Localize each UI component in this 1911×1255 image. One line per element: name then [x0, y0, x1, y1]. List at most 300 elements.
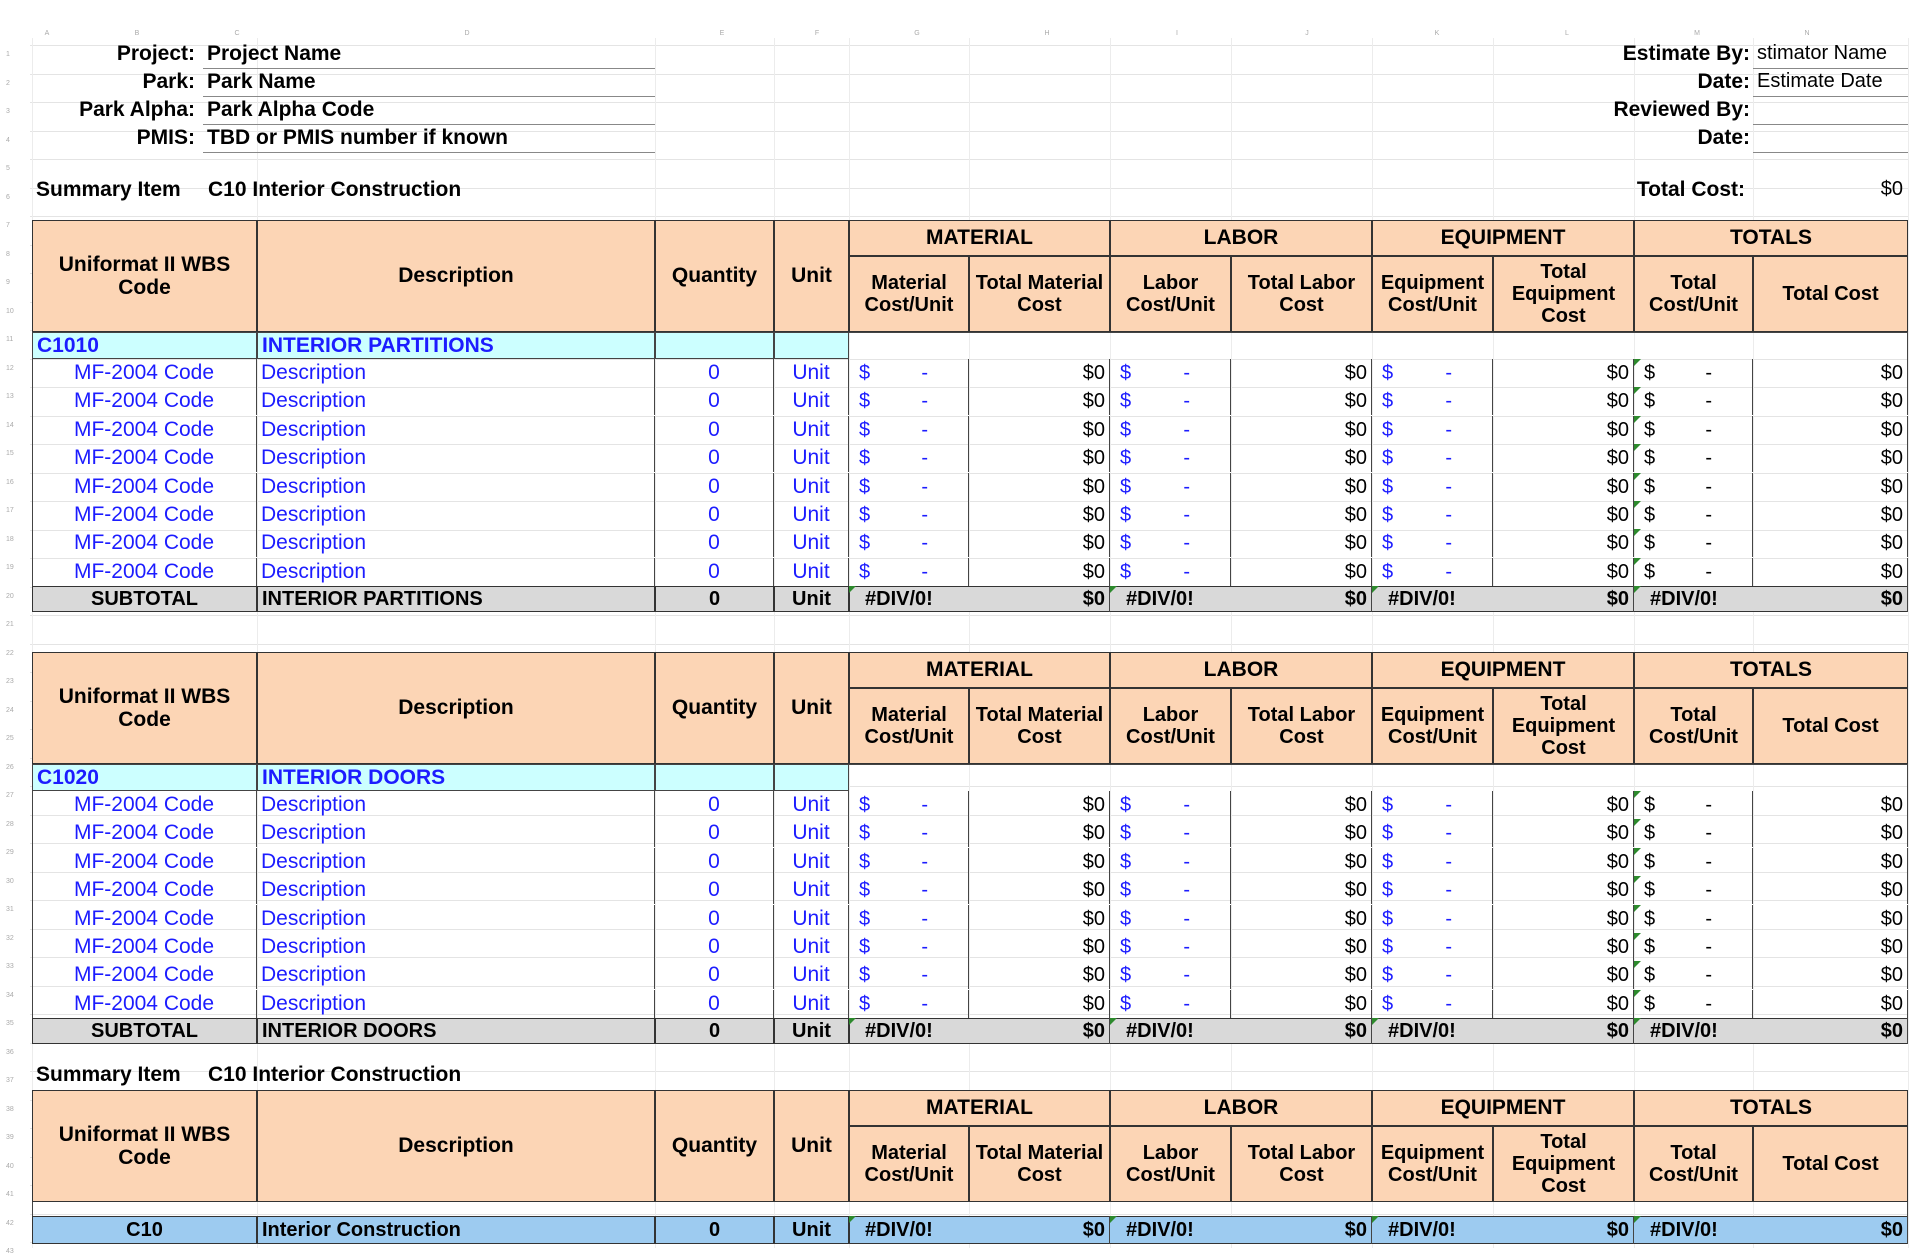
dollar-sign: $	[1644, 503, 1656, 526]
error-indicator-icon	[1110, 1018, 1117, 1025]
item-description[interactable]: Description	[257, 791, 655, 819]
dash-value: -	[921, 963, 928, 986]
dash-value: -	[1183, 531, 1190, 554]
dash-value: -	[921, 361, 928, 384]
estimate-info-value[interactable]	[1753, 98, 1908, 125]
row-number: 16	[6, 479, 14, 486]
item-mcu[interactable]	[849, 905, 969, 933]
item-tcu[interactable]	[1634, 876, 1753, 904]
error-indicator-icon	[1634, 359, 1641, 366]
item-quantity[interactable]: 0	[655, 501, 774, 529]
item-wbs-code[interactable]: MF-2004 Code	[32, 876, 257, 904]
dollar-sign: $	[1382, 418, 1394, 441]
item-quantity[interactable]: 0	[655, 473, 774, 501]
item-unit[interactable]: Unit	[774, 416, 849, 444]
row-number: 35	[6, 1020, 14, 1027]
item-lcu[interactable]	[1110, 444, 1231, 472]
item-lcu[interactable]	[1110, 558, 1231, 586]
header-lcu: Labor Cost/Unit	[1110, 256, 1231, 332]
subtotal-tec: $0	[1493, 586, 1634, 612]
item-tec: $0	[1493, 848, 1634, 876]
dollar-sign: $	[1120, 560, 1132, 583]
item-quantity[interactable]: 0	[655, 416, 774, 444]
estimate-info-label: Reviewed By:	[1613, 98, 1750, 121]
item-tc: $0	[1753, 529, 1908, 557]
item-quantity[interactable]: 0	[655, 558, 774, 586]
item-mcu[interactable]	[849, 791, 969, 819]
item-description[interactable]: Description	[257, 990, 655, 1018]
item-lcu[interactable]	[1110, 848, 1231, 876]
item-tlc: $0	[1231, 416, 1372, 444]
item-quantity[interactable]: 0	[655, 961, 774, 989]
item-description[interactable]: Description	[257, 416, 655, 444]
section-blank	[655, 332, 774, 359]
item-description[interactable]: Description	[257, 473, 655, 501]
item-tcu[interactable]	[1634, 473, 1753, 501]
item-wbs-code[interactable]: MF-2004 Code	[32, 933, 257, 961]
header-desc: Description	[257, 652, 655, 764]
error-indicator-icon	[849, 586, 856, 593]
dash-value: -	[921, 418, 928, 441]
item-tcu[interactable]	[1634, 416, 1753, 444]
column-letter: K	[1434, 30, 1440, 37]
item-quantity[interactable]: 0	[655, 359, 774, 387]
subtotal-tmc: $0	[969, 1018, 1110, 1044]
item-description[interactable]: Description	[257, 558, 655, 586]
item-description[interactable]: Description	[257, 905, 655, 933]
dash-value: -	[1705, 446, 1712, 469]
column-letter: E	[719, 30, 725, 37]
item-lcu[interactable]	[1110, 529, 1231, 557]
item-quantity[interactable]: 0	[655, 529, 774, 557]
item-unit[interactable]: Unit	[774, 905, 849, 933]
error-indicator-icon	[1634, 473, 1641, 480]
dollar-sign: $	[1382, 503, 1394, 526]
item-mcu[interactable]	[849, 848, 969, 876]
header-group-totals: TOTALS	[1634, 1090, 1908, 1126]
item-description[interactable]: Description	[257, 819, 655, 847]
column-letter: A	[44, 30, 50, 37]
dollar-sign: $	[1120, 963, 1132, 986]
header-tc: Total Cost	[1753, 688, 1908, 764]
dash-value: -	[1705, 503, 1712, 526]
column-letter: J	[1305, 30, 1309, 37]
subtotal-quantity: 0	[655, 586, 774, 612]
dollar-sign: $	[859, 793, 871, 816]
project-info-label: Park Alpha:	[79, 98, 195, 121]
item-unit[interactable]: Unit	[774, 501, 849, 529]
item-description[interactable]: Description	[257, 961, 655, 989]
header-tlc: Total Labor Cost	[1231, 1126, 1372, 1202]
dash-value: -	[1445, 963, 1452, 986]
item-ecu[interactable]	[1372, 558, 1493, 586]
subtotal-tlc: $0	[1231, 1018, 1372, 1044]
item-mcu[interactable]	[849, 359, 969, 387]
header-mcu: Material Cost/Unit	[849, 256, 969, 332]
estimate-info-label: Date:	[1697, 126, 1750, 149]
item-tcu[interactable]	[1634, 558, 1753, 586]
dollar-sign: $	[1382, 878, 1394, 901]
item-tlc: $0	[1231, 791, 1372, 819]
item-description[interactable]: Description	[257, 501, 655, 529]
dash-value: -	[1705, 850, 1712, 873]
item-wbs-code[interactable]: MF-2004 Code	[32, 990, 257, 1018]
item-ecu[interactable]	[1372, 933, 1493, 961]
error-indicator-icon	[1634, 1216, 1641, 1223]
dash-value: -	[1445, 361, 1452, 384]
dash-value: -	[921, 503, 928, 526]
item-wbs-code[interactable]: MF-2004 Code	[32, 473, 257, 501]
header-tcu: Total Cost/Unit	[1634, 1126, 1753, 1202]
header-group-material: MATERIAL	[849, 220, 1110, 256]
row-number: 42	[6, 1220, 14, 1227]
item-unit[interactable]: Unit	[774, 387, 849, 415]
error-indicator-icon	[1634, 876, 1641, 883]
row-number: 25	[6, 735, 14, 742]
item-ecu[interactable]	[1372, 791, 1493, 819]
error-indicator-icon	[1634, 791, 1641, 798]
item-tcu[interactable]	[1634, 961, 1753, 989]
item-mcu[interactable]	[849, 416, 969, 444]
item-mcu[interactable]	[849, 444, 969, 472]
item-wbs-code[interactable]: MF-2004 Code	[32, 529, 257, 557]
item-tmc: $0	[969, 961, 1110, 989]
item-description[interactable]: Description	[257, 933, 655, 961]
item-wbs-code[interactable]: MF-2004 Code	[32, 558, 257, 586]
item-quantity[interactable]: 0	[655, 990, 774, 1018]
item-ecu[interactable]	[1372, 416, 1493, 444]
item-lcu[interactable]	[1110, 876, 1231, 904]
item-tcu[interactable]	[1634, 529, 1753, 557]
item-wbs-code[interactable]: MF-2004 Code	[32, 416, 257, 444]
item-unit[interactable]: Unit	[774, 961, 849, 989]
subtotal-tc: $0	[1753, 1018, 1908, 1044]
dollar-sign: $	[1644, 361, 1656, 384]
item-ecu[interactable]	[1372, 359, 1493, 387]
item-tec: $0	[1493, 558, 1634, 586]
dash-value: -	[921, 446, 928, 469]
column-letter: I	[1176, 30, 1178, 37]
item-lcu[interactable]	[1110, 501, 1231, 529]
item-quantity[interactable]: 0	[655, 905, 774, 933]
item-unit[interactable]: Unit	[774, 819, 849, 847]
item-ecu[interactable]	[1372, 444, 1493, 472]
header-qty: Quantity	[655, 220, 774, 332]
item-wbs-code[interactable]: MF-2004 Code	[32, 444, 257, 472]
item-mcu[interactable]	[849, 501, 969, 529]
dash-value: -	[921, 821, 928, 844]
dollar-sign: $	[1382, 793, 1394, 816]
dollar-sign: $	[1120, 446, 1132, 469]
column-letter: F	[814, 30, 820, 37]
summary-tmc: $0	[969, 1216, 1110, 1244]
header-unit: Unit	[774, 220, 849, 332]
subtotal-title: INTERIOR DOORS	[257, 1018, 655, 1044]
summary-description: Interior Construction	[257, 1216, 655, 1244]
header-unit: Unit	[774, 1090, 849, 1202]
item-description[interactable]: Description	[257, 444, 655, 472]
item-tmc: $0	[969, 819, 1110, 847]
item-mcu[interactable]	[849, 990, 969, 1018]
section-border	[849, 764, 1908, 791]
item-tc: $0	[1753, 961, 1908, 989]
item-lcu[interactable]	[1110, 961, 1231, 989]
item-tc: $0	[1753, 990, 1908, 1018]
item-tcu[interactable]	[1634, 905, 1753, 933]
dash-value: -	[1183, 878, 1190, 901]
item-unit[interactable]: Unit	[774, 876, 849, 904]
item-ecu[interactable]	[1372, 961, 1493, 989]
item-ecu[interactable]	[1372, 819, 1493, 847]
row-number: 30	[6, 878, 14, 885]
item-unit[interactable]: Unit	[774, 791, 849, 819]
dash-value: -	[1445, 531, 1452, 554]
item-quantity[interactable]: 0	[655, 876, 774, 904]
project-info-value[interactable]: Project Name	[203, 42, 655, 69]
item-tmc: $0	[969, 791, 1110, 819]
item-quantity[interactable]: 0	[655, 791, 774, 819]
item-tcu[interactable]	[1634, 387, 1753, 415]
item-ecu[interactable]	[1372, 905, 1493, 933]
dash-value: -	[1445, 992, 1452, 1015]
item-quantity[interactable]: 0	[655, 819, 774, 847]
subtotal-ecu: #DIV/0!	[1388, 587, 1456, 610]
error-indicator-icon	[1110, 586, 1117, 593]
dollar-sign: $	[859, 503, 871, 526]
estimate-info-value[interactable]: stimator Name	[1753, 42, 1908, 69]
dollar-sign: $	[859, 531, 871, 554]
item-tcu[interactable]	[1634, 990, 1753, 1018]
dollar-sign: $	[1120, 389, 1132, 412]
item-quantity[interactable]: 0	[655, 848, 774, 876]
item-quantity[interactable]: 0	[655, 933, 774, 961]
item-lcu[interactable]	[1110, 990, 1231, 1018]
error-indicator-icon	[1634, 501, 1641, 508]
dash-value: -	[1705, 878, 1712, 901]
item-mcu[interactable]	[849, 558, 969, 586]
dollar-sign: $	[1120, 503, 1132, 526]
item-mcu[interactable]	[849, 529, 969, 557]
dash-value: -	[1705, 560, 1712, 583]
summary-item-name: C10 Interior Construction	[208, 178, 462, 201]
row-number: 23	[6, 678, 14, 685]
item-tmc: $0	[969, 848, 1110, 876]
item-mcu[interactable]	[849, 876, 969, 904]
project-info-value[interactable]: TBD or PMIS number if known	[203, 126, 655, 153]
item-ecu[interactable]	[1372, 529, 1493, 557]
dollar-sign: $	[859, 361, 871, 384]
item-tmc: $0	[969, 444, 1110, 472]
dash-value: -	[1705, 418, 1712, 441]
item-tcu[interactable]	[1634, 848, 1753, 876]
error-indicator-icon	[1634, 558, 1641, 565]
item-quantity[interactable]: 0	[655, 387, 774, 415]
column-letter: N	[1804, 30, 1810, 37]
item-tlc: $0	[1231, 933, 1372, 961]
item-tec: $0	[1493, 819, 1634, 847]
item-description[interactable]: Description	[257, 529, 655, 557]
dollar-sign: $	[1644, 992, 1656, 1015]
item-wbs-code[interactable]: MF-2004 Code	[32, 359, 257, 387]
header-lcu: Labor Cost/Unit	[1110, 1126, 1231, 1202]
subtotal-unit: Unit	[774, 586, 849, 612]
item-tlc: $0	[1231, 501, 1372, 529]
header-qty: Quantity	[655, 1090, 774, 1202]
item-unit[interactable]: Unit	[774, 933, 849, 961]
item-lcu[interactable]	[1110, 387, 1231, 415]
item-lcu[interactable]	[1110, 905, 1231, 933]
item-tec: $0	[1493, 416, 1634, 444]
item-mcu[interactable]	[849, 933, 969, 961]
item-wbs-code[interactable]: MF-2004 Code	[32, 848, 257, 876]
header-mcu: Material Cost/Unit	[849, 688, 969, 764]
summary-unit: Unit	[774, 1216, 849, 1244]
item-wbs-code[interactable]: MF-2004 Code	[32, 819, 257, 847]
dollar-sign: $	[859, 389, 871, 412]
header-wbs: Uniformat II WBS Code	[32, 652, 257, 764]
item-wbs-code[interactable]: MF-2004 Code	[32, 501, 257, 529]
gridline-col	[1908, 38, 1909, 1248]
estimate-info-value[interactable]: Estimate Date	[1753, 70, 1908, 97]
column-letter: G	[914, 30, 920, 37]
subtotal-mcu: #DIV/0!	[865, 587, 933, 610]
item-tc: $0	[1753, 359, 1908, 387]
item-tc: $0	[1753, 933, 1908, 961]
summary-tcu: #DIV/0!	[1650, 1218, 1718, 1241]
estimate-info-value[interactable]	[1753, 126, 1908, 153]
dollar-sign: $	[1644, 907, 1656, 930]
row-number: 38	[6, 1106, 14, 1113]
subtotal-ecu: #DIV/0!	[1388, 1019, 1456, 1042]
dollar-sign: $	[859, 821, 871, 844]
item-lcu[interactable]	[1110, 416, 1231, 444]
header-desc: Description	[257, 220, 655, 332]
header-group-labor: LABOR	[1110, 220, 1372, 256]
item-ecu[interactable]	[1372, 387, 1493, 415]
item-wbs-code[interactable]: MF-2004 Code	[32, 961, 257, 989]
item-lcu[interactable]	[1110, 791, 1231, 819]
item-unit[interactable]: Unit	[774, 558, 849, 586]
dash-value: -	[1183, 907, 1190, 930]
item-unit[interactable]: Unit	[774, 529, 849, 557]
dash-value: -	[1183, 418, 1190, 441]
dollar-sign: $	[1382, 531, 1394, 554]
item-tcu[interactable]	[1634, 444, 1753, 472]
item-mcu[interactable]	[849, 961, 969, 989]
dollar-sign: $	[1382, 992, 1394, 1015]
item-ecu[interactable]	[1372, 876, 1493, 904]
row-number: 20	[6, 593, 14, 600]
dollar-sign: $	[1120, 935, 1132, 958]
dash-value: -	[1445, 418, 1452, 441]
dollar-sign: $	[1120, 992, 1132, 1015]
item-tcu[interactable]	[1634, 819, 1753, 847]
error-indicator-icon	[1634, 905, 1641, 912]
item-lcu[interactable]	[1110, 359, 1231, 387]
summary-tec: $0	[1493, 1216, 1634, 1244]
row-number: 43	[6, 1248, 14, 1255]
row-number: 4	[6, 137, 10, 144]
dollar-sign: $	[1382, 389, 1394, 412]
item-lcu[interactable]	[1110, 819, 1231, 847]
subtotal-label: SUBTOTAL	[32, 1018, 257, 1044]
item-unit[interactable]: Unit	[774, 990, 849, 1018]
item-unit[interactable]: Unit	[774, 848, 849, 876]
error-indicator-icon	[1634, 586, 1641, 593]
header-ecu: Equipment Cost/Unit	[1372, 1126, 1493, 1202]
dash-value: -	[1445, 878, 1452, 901]
header-tcu: Total Cost/Unit	[1634, 256, 1753, 332]
dollar-sign: $	[859, 878, 871, 901]
subtotal-tlc: $0	[1231, 586, 1372, 612]
item-tcu[interactable]	[1634, 359, 1753, 387]
project-info-value[interactable]: Park Name	[203, 70, 655, 97]
item-mcu[interactable]	[849, 473, 969, 501]
dash-value: -	[1705, 531, 1712, 554]
item-tcu[interactable]	[1634, 933, 1753, 961]
item-ecu[interactable]	[1372, 990, 1493, 1018]
item-tec: $0	[1493, 359, 1634, 387]
subtotal-quantity: 0	[655, 1018, 774, 1044]
item-unit[interactable]: Unit	[774, 359, 849, 387]
item-ecu[interactable]	[1372, 473, 1493, 501]
item-lcu[interactable]	[1110, 473, 1231, 501]
column-letter: D	[464, 30, 470, 37]
item-tcu[interactable]	[1634, 501, 1753, 529]
dash-value: -	[1445, 389, 1452, 412]
dollar-sign: $	[1644, 878, 1656, 901]
row-number: 29	[6, 849, 14, 856]
dash-value: -	[1183, 560, 1190, 583]
dollar-sign: $	[1644, 418, 1656, 441]
item-mcu[interactable]	[849, 819, 969, 847]
dollar-sign: $	[1120, 821, 1132, 844]
item-description[interactable]: Description	[257, 848, 655, 876]
item-description[interactable]: Description	[257, 876, 655, 904]
item-unit[interactable]: Unit	[774, 473, 849, 501]
project-info-value[interactable]: Park Alpha Code	[203, 98, 655, 125]
section-code: C1010	[32, 332, 257, 359]
dollar-sign: $	[859, 418, 871, 441]
item-tlc: $0	[1231, 961, 1372, 989]
item-tcu[interactable]	[1634, 791, 1753, 819]
item-wbs-code[interactable]: MF-2004 Code	[32, 905, 257, 933]
item-lcu[interactable]	[1110, 933, 1231, 961]
dollar-sign: $	[859, 963, 871, 986]
dash-value: -	[1705, 361, 1712, 384]
dollar-sign: $	[1382, 907, 1394, 930]
header-ecu: Equipment Cost/Unit	[1372, 688, 1493, 764]
item-description[interactable]: Description	[257, 387, 655, 415]
item-ecu[interactable]	[1372, 501, 1493, 529]
item-mcu[interactable]	[849, 387, 969, 415]
item-ecu[interactable]	[1372, 848, 1493, 876]
error-indicator-icon	[1634, 444, 1641, 451]
dash-value: -	[1705, 992, 1712, 1015]
header-wbs: Uniformat II WBS Code	[32, 1090, 257, 1202]
row-number: 17	[6, 507, 14, 514]
item-tc: $0	[1753, 819, 1908, 847]
item-quantity[interactable]: 0	[655, 444, 774, 472]
item-wbs-code[interactable]: MF-2004 Code	[32, 387, 257, 415]
item-wbs-code[interactable]: MF-2004 Code	[32, 791, 257, 819]
item-tmc: $0	[969, 501, 1110, 529]
subtotal-tc: $0	[1753, 586, 1908, 612]
item-description[interactable]: Description	[257, 359, 655, 387]
item-unit[interactable]: Unit	[774, 444, 849, 472]
row-number: 18	[6, 536, 14, 543]
header-tmc: Total Material Cost	[969, 688, 1110, 764]
